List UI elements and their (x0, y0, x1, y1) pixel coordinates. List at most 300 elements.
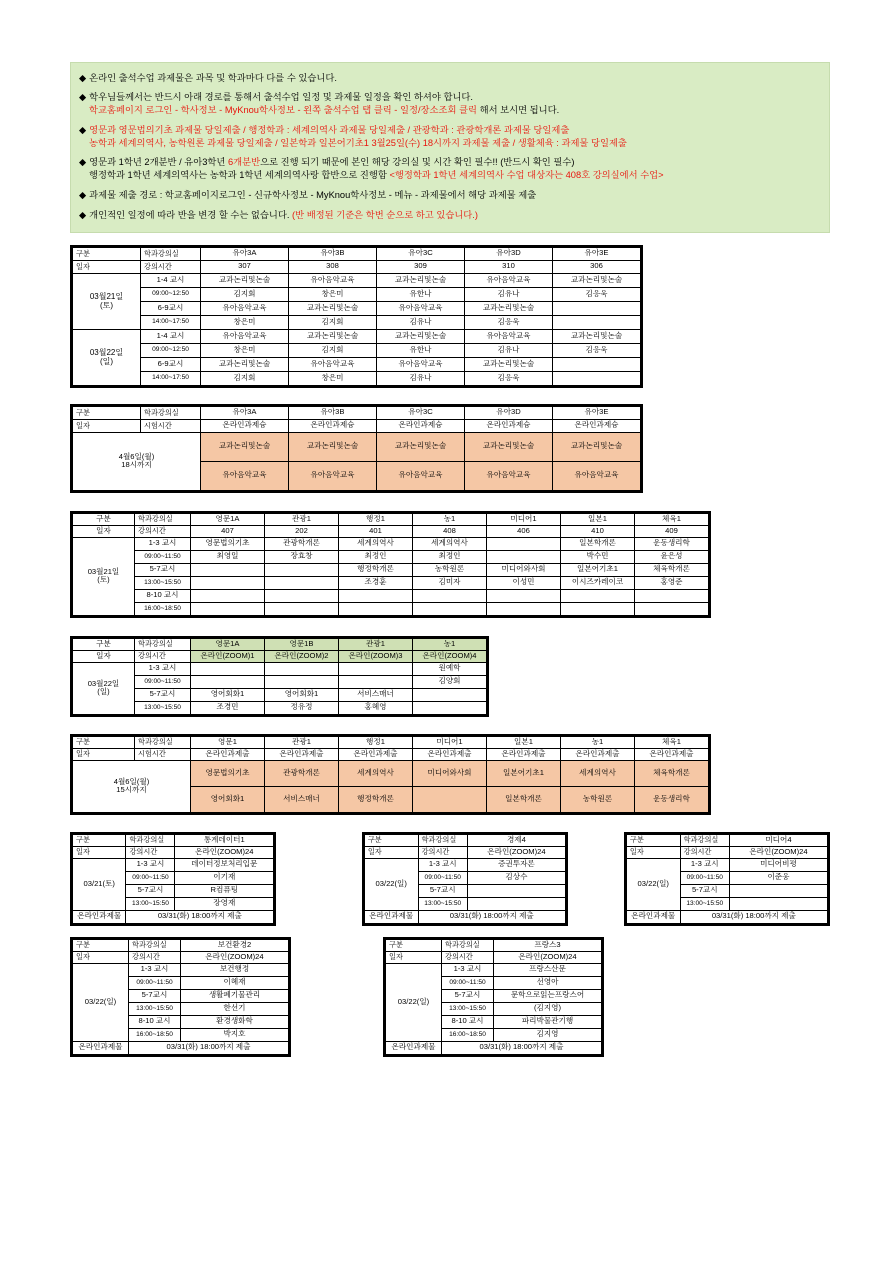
notice-line (79, 170, 819, 183)
column-header-class: 유아3E (553, 247, 641, 260)
room-name: 온라인(ZOOM)24 (181, 951, 289, 963)
schedule-table-yua3-lecture (72, 247, 641, 386)
assignment-course (413, 786, 487, 812)
header-date: 일자 (73, 419, 141, 432)
period-label: 1-3 교시 (135, 662, 191, 675)
footer-deadline: 03/31(화) 18:00까지 제출 (680, 910, 827, 923)
header-room: 학과강의실 (135, 736, 191, 748)
date-label (73, 273, 141, 329)
time-label: 13:00~15:50 (680, 897, 729, 910)
teacher-name: 이기재 (175, 871, 274, 884)
notice-gap (79, 182, 819, 189)
period-label: 1-3 교시 (442, 963, 494, 976)
header-time: 강의시간 (418, 846, 467, 858)
course-name: 관광학개론 (265, 537, 339, 550)
teacher-name: 조경훈 (339, 576, 413, 589)
header-room: 학과강의실 (680, 834, 729, 846)
column-header-room: 온라인(ZOOM)4 (413, 650, 487, 662)
course-name: 교과논리및논술 (465, 301, 553, 315)
course-name: 세계의역사 (339, 537, 413, 550)
column-header-class: 농1 (413, 513, 487, 525)
course-name: 교과논리및논술 (289, 329, 377, 343)
assignment-course: 세계의역사 (561, 760, 635, 786)
column-header-mode: 온라인과제출 (339, 748, 413, 760)
header-gubun: 구분 (73, 736, 135, 748)
column-header-class: 체육1 (635, 513, 709, 525)
course-name: 영어회화1 (191, 688, 265, 701)
table-3-wrapper (70, 511, 830, 623)
column-header-mode: 온라인과제출 (635, 748, 709, 760)
course-name: R컴퓨팅 (175, 884, 274, 897)
course-name: 보건행정 (181, 963, 289, 976)
teacher-name: 김응욱 (465, 371, 553, 385)
column-header-room: 309 (377, 260, 465, 273)
course-name: 유아음악교육 (289, 357, 377, 371)
column-header-mode: 온라인과제출 (265, 748, 339, 760)
teacher-name (339, 602, 413, 615)
small-table-경제4 (362, 832, 568, 926)
assignment-course: 교과논리및논술 (553, 432, 641, 461)
small-schedule-table (385, 939, 602, 1055)
course-name: 일본학개론 (561, 537, 635, 550)
column-header-class: 농1 (413, 638, 487, 650)
small-schedule-table (626, 834, 828, 924)
course-name: 프랑스산문 (494, 963, 602, 976)
assignment-course: 유아음악교육 (201, 461, 289, 490)
teacher-name: 김지회 (289, 315, 377, 329)
course-name: 교과논리및논술 (465, 357, 553, 371)
teacher-name: 김응욱 (553, 287, 641, 301)
notice-gap (79, 150, 819, 157)
notice-text: (반 배정된 기준은 학번 순으로 하고 있습니다.) (292, 209, 478, 220)
column-header-class: 농1 (561, 736, 635, 748)
teacher-name: 김미자 (413, 576, 487, 589)
notice-line (79, 105, 819, 118)
dept-name: 경제4 (467, 834, 565, 846)
teacher-name (553, 315, 641, 329)
teacher-name (467, 897, 565, 910)
course-name (339, 589, 413, 602)
column-header-class: 일본1 (487, 736, 561, 748)
notice-line (79, 189, 819, 202)
notice-line (79, 72, 819, 85)
deadline-cell (73, 432, 201, 490)
footer-label: 온라인과제물 (386, 1041, 442, 1054)
teacher-name: 창은미 (201, 343, 289, 357)
small-schedule-table (72, 834, 274, 924)
assignment-course: 교과논리및논술 (377, 432, 465, 461)
header-gubun: 구분 (73, 247, 141, 260)
assignment-course: 유아음악교육 (377, 461, 465, 490)
time-label: 09:00~11:50 (442, 976, 494, 989)
small-table-프랑스3 (383, 937, 604, 1057)
teacher-name (553, 371, 641, 385)
header-gubun: 구분 (73, 406, 141, 419)
column-header-mode: 온라인과제슝 (289, 419, 377, 432)
assignment-course: 교과논리및논술 (201, 432, 289, 461)
teacher-name: 김유나 (465, 287, 553, 301)
column-header-room: 307 (201, 260, 289, 273)
header-room: 학과강의실 (141, 406, 201, 419)
course-name: 체육학개론 (635, 563, 709, 576)
teacher-name: 선영아 (494, 976, 602, 989)
room-name: 온라인(ZOOM)24 (467, 846, 565, 858)
header-date: 일자 (73, 846, 126, 858)
teacher-name: 유한나 (377, 343, 465, 357)
header-room: 학과강의실 (442, 939, 494, 951)
course-name: 교과논리및논술 (377, 273, 465, 287)
period-label: 5-7교시 (135, 688, 191, 701)
header-gubun: 구분 (386, 939, 442, 951)
teacher-name: 홍영준 (635, 576, 709, 589)
date-text: 03월22일 (89, 348, 124, 358)
time-label: 09:00~11:50 (135, 675, 191, 688)
column-header-class: 영문1 (191, 736, 265, 748)
deadline-time: 18시까지 (121, 460, 152, 470)
teacher-name: 박수민 (561, 550, 635, 563)
course-name: 서비스매너 (339, 688, 413, 701)
time-label: 13:00~15:50 (135, 576, 191, 589)
teacher-name: 이시즈카레이코 (561, 576, 635, 589)
time-label: 09:00~12:50 (141, 343, 201, 357)
bullet-icon: ◆ (79, 124, 87, 135)
teacher-name: 정유정 (265, 701, 339, 714)
teacher-name (413, 602, 487, 615)
course-name: 교과논리및논술 (553, 329, 641, 343)
teacher-name: 김유나 (377, 371, 465, 385)
teacher-name: 김응욱 (553, 343, 641, 357)
column-header-class: 행정1 (339, 513, 413, 525)
column-header-class: 관광1 (265, 736, 339, 748)
column-header-class: 유아3D (465, 247, 553, 260)
small-tables-row-2 (70, 937, 830, 1057)
notice-text: 농학과 세계의역사, 농학원론 과제물 당일제출 / 일본학과 일본어기초1 3월25일(수) 18시까지 과제물 제출 / 생활체육 : 과제물 당일제출 (89, 137, 627, 148)
bullet-icon: ◆ (79, 72, 87, 83)
notice-line (79, 137, 819, 150)
notice-text: 행정학과 1학년 세계의역사는 농학과 1학년 세계의역사랑 합반으로 진행함 (89, 170, 390, 180)
assignment-course: 영어회화1 (191, 786, 265, 812)
column-header-mode: 온라인과제슝 (201, 419, 289, 432)
period-label: 1-3 교시 (418, 858, 467, 871)
assignment-course: 미디어와사회 (413, 760, 487, 786)
table-4-wrapper (70, 636, 830, 722)
notice-text: 영문과 영문법의기초 과제물 당일제출 / 행정학과 : 세계의역사 과제물 당일제출 / 관광학과 : 관광학개론 과제물 당일제출 (89, 124, 570, 135)
course-name: 운동생리학 (635, 537, 709, 550)
assignment-course: 농학원론 (561, 786, 635, 812)
column-header-class: 유아3C (377, 406, 465, 419)
header-date: 일자 (364, 846, 418, 858)
dept-name: 프랑스3 (494, 939, 602, 951)
teacher-name: 최정인 (339, 550, 413, 563)
teacher-name: 윤은성 (635, 550, 709, 563)
period-label: 1-3 교시 (126, 858, 175, 871)
header-date: 일자 (73, 951, 129, 963)
header-date: 일자 (73, 748, 135, 760)
date-label (73, 329, 141, 385)
column-header-room: 202 (265, 525, 339, 537)
header-date: 일자 (386, 951, 442, 963)
time-label: 14:00~17:50 (141, 315, 201, 329)
course-name: 원예학 (413, 662, 487, 675)
column-header-mode: 온라인과제출 (413, 748, 487, 760)
notice-line (79, 92, 819, 105)
notice-text: 과제물 제출 경로 : 학교홈페이지로그인 - 신규학사정보 - MyKnou학사정보 - 메뉴 - 과제물에서 해당 과제물 제출 (89, 189, 537, 200)
teacher-name: 최정인 (413, 550, 487, 563)
header-time: 강의시간 (129, 951, 181, 963)
course-name: 유아음악교육 (377, 301, 465, 315)
column-header-room: 401 (339, 525, 413, 537)
teacher-name (265, 675, 339, 688)
deadline-date: 4월6일(월) (113, 776, 150, 786)
column-header-room: 온라인(ZOOM)2 (265, 650, 339, 662)
small-table-보건환경2 (70, 937, 291, 1057)
course-name (561, 589, 635, 602)
header-room: 학과강의실 (135, 638, 191, 650)
teacher-name: 김유나 (377, 315, 465, 329)
course-name (553, 301, 641, 315)
course-name: 환경생화학 (181, 1015, 289, 1028)
header-room: 학과강의실 (141, 247, 201, 260)
column-header-class: 유아3A (201, 406, 289, 419)
teacher-name: 홍혜영 (339, 701, 413, 714)
dept-name: 통계데이터1 (175, 834, 274, 846)
header-date: 일자 (73, 260, 141, 273)
teacher-name: 이성민 (487, 576, 561, 589)
period-label: 1-4 교시 (141, 329, 201, 343)
dow-text: (일) (99, 357, 114, 367)
teacher-name (635, 602, 709, 615)
time-label: 16:00~18:50 (442, 1028, 494, 1041)
period-label: 6-9교시 (141, 357, 201, 371)
teacher-name: 조경민 (191, 701, 265, 714)
room-name: 온라인(ZOOM)24 (175, 846, 274, 858)
course-name: 문학으로읽는프랑스어 (494, 989, 602, 1002)
teacher-name: 장효창 (265, 550, 339, 563)
period-label: 5-7교시 (135, 563, 191, 576)
footer-deadline: 03/31(화) 18:00까지 제출 (126, 910, 274, 923)
course-name (265, 662, 339, 675)
notice-gap (79, 202, 819, 209)
time-label: 09:00~11:50 (680, 871, 729, 884)
notice-line (79, 157, 819, 170)
column-header-room: 407 (191, 525, 265, 537)
course-name: 영어회화1 (265, 688, 339, 701)
period-label: 1-3 교시 (135, 537, 191, 550)
period-label: 6-9교시 (141, 301, 201, 315)
course-name (467, 884, 565, 897)
column-header-class: 영문1A (191, 513, 265, 525)
schedule-table-year1-lecture (72, 513, 709, 616)
header-date: 일자 (73, 650, 135, 662)
teacher-name: 이준웅 (729, 871, 827, 884)
course-name (635, 589, 709, 602)
notice-gap (79, 85, 819, 92)
course-name (487, 589, 561, 602)
date-label: 03/22(일) (626, 858, 680, 910)
date-text: 03월22일 (87, 678, 120, 688)
teacher-name: 창은미 (201, 315, 289, 329)
period-label: 8-10 교시 (442, 1015, 494, 1028)
teacher-name: 김응욱 (465, 315, 553, 329)
column-header-class: 체육1 (635, 736, 709, 748)
column-header-room: 306 (553, 260, 641, 273)
period-label: 1-3 교시 (680, 858, 729, 871)
schedule-table-year1-zoom (72, 638, 487, 715)
time-label: 13:00~15:50 (126, 897, 175, 910)
deadline-cell (73, 760, 191, 812)
header-gubun: 구분 (626, 834, 680, 846)
course-name (413, 688, 487, 701)
teacher-name: 유한나 (377, 287, 465, 301)
column-header-class: 미디어1 (487, 513, 561, 525)
teacher-name (729, 897, 827, 910)
header-room: 학과강의실 (418, 834, 467, 846)
time-label: 09:00~12:50 (141, 287, 201, 301)
small-tables-row-1 (70, 832, 830, 926)
table-2-wrapper (70, 404, 830, 498)
course-name (339, 662, 413, 675)
course-name (265, 589, 339, 602)
course-name (487, 537, 561, 550)
course-name: 교과논리및논술 (553, 273, 641, 287)
column-header-mode: 온라인과제슝 (377, 419, 465, 432)
assignment-course: 행정학개론 (339, 786, 413, 812)
column-header-mode: 온라인과제출 (191, 748, 265, 760)
teacher-name (561, 602, 635, 615)
teacher-name (487, 550, 561, 563)
course-name: 유아음악교육 (465, 273, 553, 287)
teacher-name (191, 675, 265, 688)
period-label: 1-3 교시 (129, 963, 181, 976)
header-time: 강의시간 (141, 260, 201, 273)
table-5-wrapper (70, 734, 830, 820)
course-name: 세계의역사 (413, 537, 487, 550)
header-time: 시험시간 (141, 419, 201, 432)
time-label: 13:00~15:50 (129, 1002, 181, 1015)
time-label: 13:00~15:50 (418, 897, 467, 910)
header-date: 일자 (626, 846, 680, 858)
column-header-mode: 온라인과제출 (561, 748, 635, 760)
column-header-room: 406 (487, 525, 561, 537)
course-name: 행정학개론 (339, 563, 413, 576)
header-time: 시험시간 (135, 748, 191, 760)
course-name: 유아음악교육 (289, 273, 377, 287)
bullet-icon: ◆ (79, 92, 87, 103)
teacher-name: 한선기 (181, 1002, 289, 1015)
teacher-name: 장영재 (175, 897, 274, 910)
assignment-course: 운동생리학 (635, 786, 709, 812)
notice-text: 영문과 1학년 2개분반 / 유아3학년 (89, 157, 228, 168)
time-label: 16:00~18:50 (129, 1028, 181, 1041)
teacher-name: 창은미 (289, 287, 377, 301)
small-table-통계데이터1 (70, 832, 276, 926)
deadline-time: 15시까지 (116, 785, 147, 795)
column-header-class: 유아3D (465, 406, 553, 419)
teacher-name (191, 576, 265, 589)
assignment-course: 체육학개론 (635, 760, 709, 786)
column-header-class: 유아3B (289, 247, 377, 260)
header-time: 강의시간 (442, 951, 494, 963)
course-name: 유아음악교육 (465, 329, 553, 343)
footer-deadline: 03/31(화) 18:00까지 제출 (418, 910, 565, 923)
notice-line (79, 124, 819, 137)
header-gubun: 구분 (364, 834, 418, 846)
column-header-room: 410 (561, 525, 635, 537)
course-name: 증권투자론 (467, 858, 565, 871)
header-time: 강의시간 (135, 650, 191, 662)
assignment-table-year1-online (72, 736, 709, 813)
course-name: 유아음악교육 (377, 357, 465, 371)
period-label: 8-10 교시 (129, 1015, 181, 1028)
assignment-course: 유아음악교육 (289, 461, 377, 490)
teacher-name: 이혜재 (181, 976, 289, 989)
column-header-mode: 온라인과제출 (487, 748, 561, 760)
notice-text: 해서 보시면 됩니다. (479, 105, 560, 115)
date-label (73, 662, 135, 714)
course-name: 농학원론 (413, 563, 487, 576)
period-label: 1-4 교시 (141, 273, 201, 287)
column-header-class: 유아3C (377, 247, 465, 260)
teacher-name (265, 576, 339, 589)
teacher-name (191, 602, 265, 615)
period-label: 8-10 교시 (135, 589, 191, 602)
column-header-class: 관광1 (265, 513, 339, 525)
header-time: 강의시간 (126, 846, 175, 858)
course-name (191, 563, 265, 576)
assignment-course: 유아음악교육 (553, 461, 641, 490)
column-header-class: 일본1 (561, 513, 635, 525)
column-header-class: 유아3A (201, 247, 289, 260)
notice-text: 온라인 출석수업 과제물은 과목 및 학과마다 다를 수 있습니다. (89, 72, 337, 83)
course-name: 유아음악교육 (201, 301, 289, 315)
time-label: 09:00~11:50 (418, 871, 467, 884)
dept-name: 미디어4 (729, 834, 827, 846)
course-name: 데이터정보처리입문 (175, 858, 274, 871)
notice-text: 학교홈페이지 로그인 - 학사정보 - MyKnou학사정보 - 왼쪽 출석수업 탭 클릭 - 일정/장소조회 클릭 (89, 105, 480, 115)
notice-text: 학우님들께서는 반드시 아래 경로를 통해서 출석수업 일정 및 과제물 일정을 확인 하셔야 합니다. (89, 92, 473, 103)
assignment-course: 교과논리및논술 (465, 432, 553, 461)
date-label: 03/22(일) (386, 963, 442, 1041)
teacher-name: 김지회 (201, 371, 289, 385)
time-label: 09:00~11:50 (126, 871, 175, 884)
assignment-course: 일본학개론 (487, 786, 561, 812)
teacher-name (265, 602, 339, 615)
column-header-room: 310 (465, 260, 553, 273)
date-label (73, 537, 135, 615)
course-name: 생활폐기물관리 (181, 989, 289, 1002)
assignment-course: 관광학개론 (265, 760, 339, 786)
column-header-mode: 온라인과제슝 (465, 419, 553, 432)
column-header-class: 영문1A (191, 638, 265, 650)
course-name: 영문법의기초 (191, 537, 265, 550)
course-name: 교과논리및논술 (377, 329, 465, 343)
teacher-name: (김지영) (494, 1002, 602, 1015)
course-name: 유아음악교육 (201, 329, 289, 343)
bullet-icon: ◆ (79, 157, 87, 168)
column-header-class: 유아3E (553, 406, 641, 419)
column-header-class: 관광1 (339, 638, 413, 650)
header-room: 학과강의실 (129, 939, 181, 951)
date-text: 03월21일 (89, 292, 124, 302)
column-header-room: 온라인(ZOOM)1 (191, 650, 265, 662)
time-label: 16:00~18:50 (135, 602, 191, 615)
header-room: 학과강의실 (126, 834, 175, 846)
period-label: 5-7교시 (126, 884, 175, 897)
notice-text: 으로 진행 되기 때문에 본인 해당 강의실 및 시간 확인 필수!! (반드시 확인 필수) (260, 157, 575, 168)
footer-deadline: 03/31(화) 18:00까지 제출 (442, 1041, 602, 1054)
column-header-room: 409 (635, 525, 709, 537)
date-label: 03/22(일) (364, 858, 418, 910)
